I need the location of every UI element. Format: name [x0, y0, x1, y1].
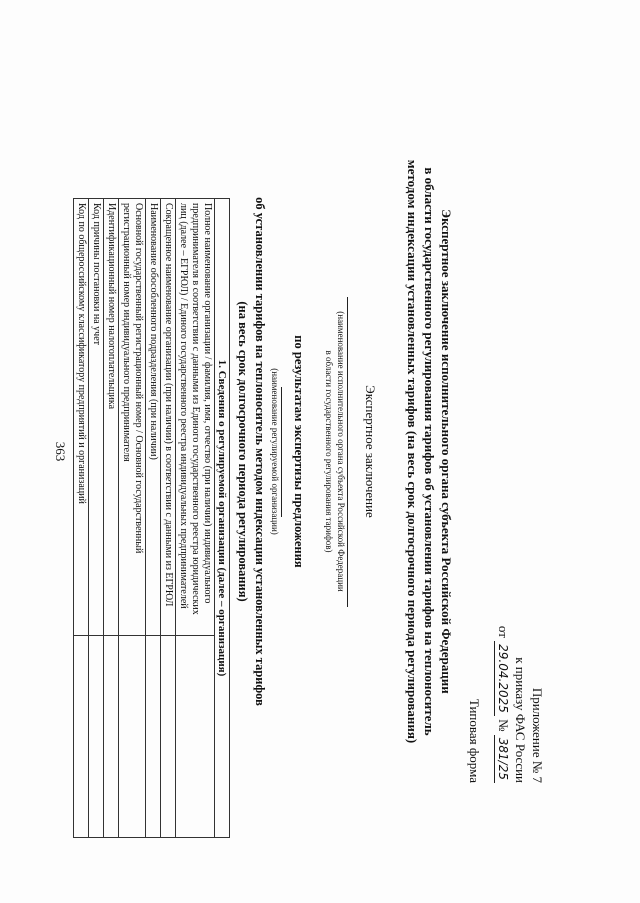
row-label: Наименование обособленного подразделения (при наличии): [146, 199, 161, 636]
order-number: 381/25: [494, 735, 511, 783]
org-name-underline: [347, 297, 348, 607]
table-row: [161, 199, 176, 838]
subtitle: Экспертное заключение: [363, 385, 378, 518]
table-section-header: [215, 199, 230, 838]
table-row: [89, 199, 104, 838]
appendix-number: Приложение № 7: [530, 687, 545, 783]
row-label: Код причины постановки на учет: [89, 199, 104, 636]
table-row: [176, 199, 215, 838]
row-value[interactable]: [161, 635, 176, 837]
table-row: [74, 199, 89, 838]
row-label: Основной государственный регистрационный номер / Основной государственный регистрационный номер индивидуального предпринимателя: [119, 199, 146, 636]
organization-info-table: [73, 198, 230, 838]
tariff-title: [234, 0, 268, 903]
number-label: №: [496, 719, 511, 732]
table-row: [104, 199, 119, 838]
appendix-order: к приказу ФАС России: [513, 657, 528, 783]
org-caption-line: в области государственного регулирования тарифов): [324, 350, 334, 553]
row-label: Полное наименование организации / фамилия, имя, отчество (при наличии) индивидуального предпринимателя в соответствии с данными из Единого государственного реестра юридических лиц (далее – ЕГРЮЛ) / Единого государственного реестра индивидуальных предпринимателей: [176, 199, 215, 636]
title-line: в области государственного регулирования тарифов об установлении тарифов на теплоноситель: [422, 167, 437, 736]
page-number: 363: [53, 441, 68, 462]
title-line: Экспертное заключение исполнительного органа субъекта Российской Федерации: [439, 209, 454, 694]
tariff-title-line: (на весь срок долгосрочного периода регулирования): [236, 301, 250, 602]
row-label: Код по общероссийскому классификатору предприятий и организаций: [74, 199, 89, 636]
row-value[interactable]: [119, 635, 146, 837]
table-row: [146, 199, 161, 838]
regulated-org-underline: [281, 387, 282, 517]
regulated-org-field: [269, 0, 282, 903]
section-title: 1. Сведения о регулируемой организации (далее – организация): [215, 199, 230, 838]
org-caption-line: (наименование исполнительного органа субъекта Российской Федерации: [336, 311, 346, 592]
table-row: [119, 199, 146, 838]
org-name-field: [323, 0, 348, 903]
title-line: методом индексации установленных тарифов (на весь срок долгосрочного периода регулирования): [405, 159, 420, 744]
row-label: Идентификационный номер налогоплательщика: [104, 199, 119, 636]
row-label: Сокращенное наименование организации (при наличии) в соответствии с данными из ЕГРЮЛ: [161, 199, 176, 636]
row-value[interactable]: [74, 635, 89, 837]
tariff-title-line: об установлении тарифов на теплоноситель методом индексации установленных тарифов: [253, 197, 267, 706]
regulated-org-caption: (наименование регулируемой организации): [270, 368, 280, 535]
appendix-date-line: [494, 626, 511, 783]
row-value[interactable]: [176, 635, 215, 837]
order-date: 29.04.2025: [494, 641, 511, 716]
document-title: [404, 0, 455, 903]
date-prefix: от: [496, 625, 511, 638]
form-type: Типовая форма: [467, 698, 482, 783]
row-value[interactable]: [146, 635, 161, 837]
row-value[interactable]: [104, 635, 119, 837]
results-heading: по результатам экспертизы предложения: [292, 335, 306, 568]
row-value[interactable]: [89, 635, 104, 837]
